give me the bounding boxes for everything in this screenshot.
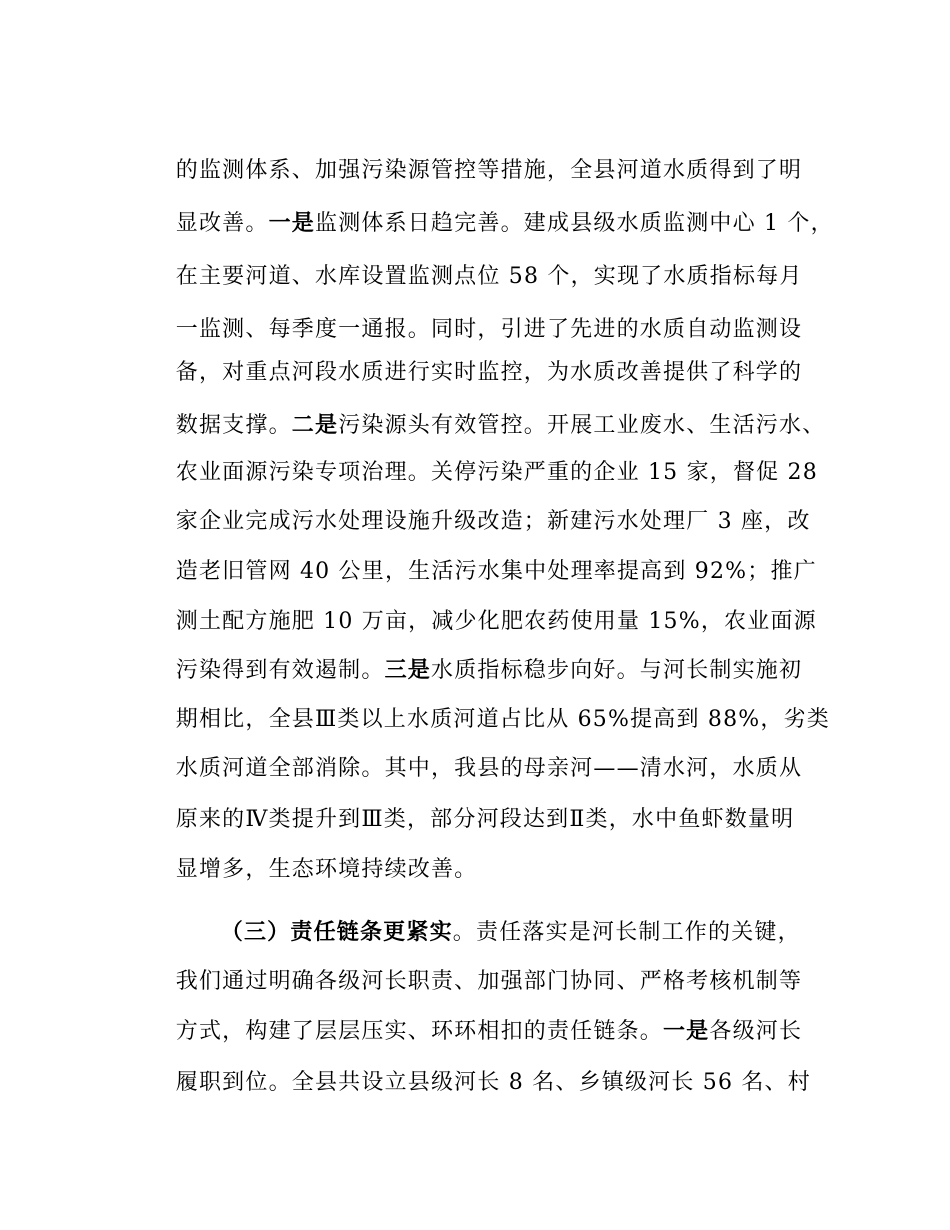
text-line: [143, 937, 803, 994]
text-line: [143, 232, 803, 289]
text-run: 我们通过明确各级河长职责、加强部门协同、严格考核机制等: [175, 969, 803, 994]
bold-lead: 二是: [291, 413, 339, 438]
text-run: 家企业完成污水处理设施升级改造；新建污水处理厂 3 座，改: [175, 509, 811, 534]
section-heading: （三）责任链条更紧实: [220, 920, 453, 945]
text-line: [143, 428, 818, 485]
text-line: [143, 328, 803, 385]
text-run: 原来的Ⅳ类提升到Ⅲ类，部分河段达到Ⅱ类，水中鱼虾数量明: [175, 807, 795, 832]
text-line: [143, 825, 478, 882]
text-line: [143, 577, 817, 634]
text-run: 的监测体系、加强污染源管控等措施，全县河道水质得到了明: [175, 158, 803, 183]
text-run: 一监测、每季度一通报。同时，引进了先进的水质自动监测设: [175, 317, 803, 342]
text-run: 。责任落实是河长制工作的关键，: [452, 920, 801, 945]
text-run: 水质指标稳步向好。与河长制实施初: [431, 658, 803, 683]
text-line: [143, 285, 803, 342]
text-run: 显改善。: [175, 211, 269, 236]
text-line: [143, 1038, 811, 1095]
text-line: [143, 381, 826, 438]
text-run: 显增多，生态环境持续改善。: [175, 857, 478, 882]
text-run: 期相比，全县Ⅲ类以上水质河道占比从 65%提高到 88%，劣类: [175, 707, 830, 732]
text-run: 各级河长: [709, 1019, 803, 1044]
text-run: 污染源头有效管控。开展工业废水、生活污水、: [338, 413, 826, 438]
section-heading-line: [188, 888, 801, 945]
bold-lead: 一是: [662, 1019, 710, 1044]
text-run: 农业面源污染专项治理。关停污染严重的企业 15 家，督促 28: [175, 460, 818, 485]
text-line: [143, 126, 803, 183]
text-line: [143, 527, 817, 584]
text-run: 水质河道全部消除。其中，我县的母亲河——清水河，水质从: [175, 756, 803, 781]
text-run: 数据支撑。: [175, 413, 292, 438]
text-run: 方式，构建了层层压实、环环相扣的责任链条。: [175, 1019, 663, 1044]
text-line: [143, 477, 811, 534]
text-run: 造老旧管网 40 公里，生活污水集中处理率提高到 92%；推广: [175, 559, 817, 584]
text-line: [143, 724, 803, 781]
text-run: 监测体系日趋完善。建成县级水质监测中心 1 个，: [315, 211, 834, 236]
text-run: 履职到位。全县共设立县级河长 8 名、乡镇级河长 56 名、村: [175, 1070, 811, 1095]
text-run: 污染得到有效遏制。: [175, 658, 385, 683]
text-line: [143, 775, 795, 832]
text-line: [143, 626, 803, 683]
text-line: [143, 675, 830, 732]
text-line: [143, 179, 834, 236]
bold-lead: 一是: [268, 211, 315, 236]
text-run: 在主要河道、水库设置监测点位 58 个，实现了水质指标每月: [175, 264, 803, 289]
bold-lead: 三是: [384, 658, 431, 683]
text-line: [143, 987, 803, 1044]
text-run: 测土配方施肥 10 万亩，减少化肥农药使用量 15%，农业面源: [175, 609, 817, 634]
text-run: 备，对重点河段水质进行实时监控，为水质改善提供了科学的: [175, 360, 803, 385]
